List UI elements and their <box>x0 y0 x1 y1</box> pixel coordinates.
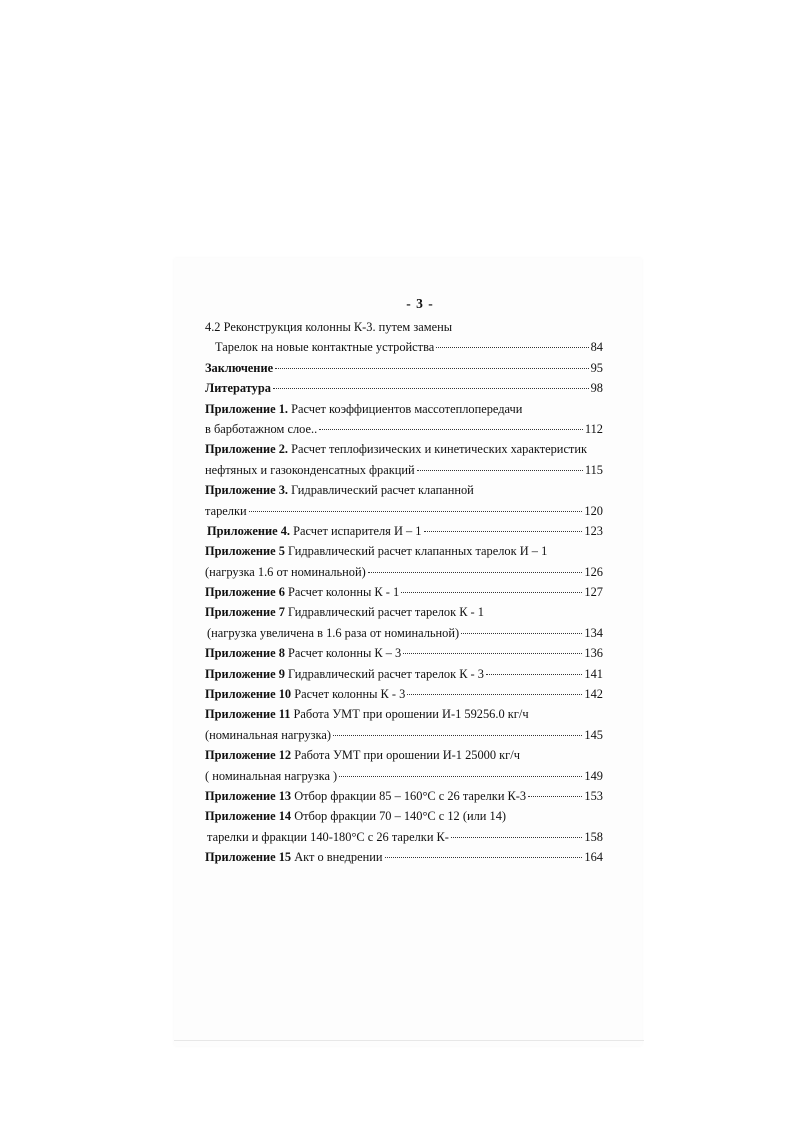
toc-entry-text <box>205 786 526 806</box>
toc-entry-title: Работа УМТ при орошении И-1 25000 кг/ч <box>291 748 520 763</box>
toc-page-number: 127 <box>584 585 603 600</box>
toc-entry-title: Гидравлический расчет тарелок К - 1 <box>284 605 484 620</box>
toc-page-number: 145 <box>584 727 603 742</box>
toc-entry-text <box>205 725 331 745</box>
dot-leader <box>339 763 582 776</box>
toc-entry <box>205 460 603 480</box>
toc-entry-heading: Приложение 2. <box>205 442 288 457</box>
toc-page-number: 158 <box>584 829 603 844</box>
toc-entry-text <box>205 378 271 398</box>
toc-page-number: 126 <box>584 564 603 579</box>
dot-leader <box>528 784 582 797</box>
toc-entry-heading: Приложение 4. <box>207 523 290 538</box>
toc-entry <box>205 684 603 704</box>
toc-entry <box>205 419 603 439</box>
toc-entry-heading: Приложение 5 <box>205 544 285 559</box>
toc-entry-title: (нагрузка увеличена в 1.6 раза от номинальной) <box>207 625 460 640</box>
toc-entry-heading: Приложение 14 <box>205 809 292 824</box>
dot-leader <box>273 376 589 389</box>
toc-entry-text <box>207 521 422 541</box>
toc-entry-heading: Литература <box>205 381 271 396</box>
toc-entry-heading: Приложение 3. <box>205 483 288 498</box>
toc-entry <box>205 378 603 398</box>
table-of-contents <box>205 317 603 868</box>
dot-leader <box>333 722 582 735</box>
toc-entry-text <box>205 317 452 337</box>
dot-leader <box>461 620 582 633</box>
toc-page-number: 120 <box>584 503 603 518</box>
toc-page-number: 98 <box>590 381 603 396</box>
toc-entry-text <box>205 501 247 521</box>
toc-entry-title: Акт о внедрении <box>291 850 383 865</box>
dot-leader <box>403 641 582 654</box>
dot-leader <box>385 845 583 858</box>
toc-entry-title: тарелки и фракции 140-180°С с 26 тарелки К- <box>207 829 449 844</box>
dot-leader <box>275 355 589 368</box>
toc-entry <box>205 521 603 541</box>
toc-page-number: 95 <box>590 360 603 375</box>
toc-entry-title: Гидравлический расчет тарелок К - 3 <box>284 666 484 681</box>
toc-entry-title: Отбор фракции 70 – 140°С с 12 (или 14) <box>291 809 507 824</box>
dot-leader <box>436 335 588 348</box>
toc-entry-heading: Приложение 7 <box>205 605 285 620</box>
toc-entry-title: Расчет коэффициентов массотеплопередачи <box>288 401 523 416</box>
dot-leader <box>249 498 583 511</box>
toc-entry-title: ( номинальная нагрузка ) <box>205 768 338 783</box>
toc-entry <box>205 725 603 745</box>
toc-entry <box>205 786 603 806</box>
dot-leader <box>401 580 582 593</box>
toc-page-number: 153 <box>584 788 603 803</box>
toc-entry-title: Расчет колонны К - 3 <box>291 687 406 702</box>
toc-entry-text <box>205 582 399 602</box>
toc-page-number: 115 <box>584 462 603 477</box>
toc-entry-heading: Приложение 1. <box>205 401 288 416</box>
toc-page-number: 142 <box>584 687 603 702</box>
toc-entry-text <box>205 358 273 378</box>
toc-entry-text <box>205 684 405 704</box>
toc-entry-heading: Приложение 9 <box>205 666 285 681</box>
dot-leader <box>451 824 582 837</box>
toc-entry-heading: Приложение 12 <box>205 748 292 763</box>
toc-entry-text <box>205 766 337 786</box>
toc-entry-text <box>205 460 415 480</box>
toc-entry-title: Тарелок на новые контактные устройства <box>215 340 435 355</box>
dot-leader <box>319 417 583 430</box>
dot-leader <box>486 661 582 674</box>
toc-entry-title: Гидравлический расчет клапанных тарелок И – 1 <box>284 544 548 559</box>
toc-page-number: 164 <box>584 850 603 865</box>
toc-entry-title: (нагрузка 1.6 от номинальной) <box>205 564 366 579</box>
toc-page-number: 112 <box>584 421 603 436</box>
toc-entry-text <box>205 847 383 867</box>
dot-leader <box>407 682 582 695</box>
toc-entry-heading: Приложение 8 <box>205 646 285 661</box>
toc-entry-title: Расчет теплофизических и кинетических характеристик <box>288 442 588 457</box>
toc-entry <box>205 847 603 867</box>
toc-entry-title: Расчет колонны К - 1 <box>284 585 400 600</box>
toc-entry-heading: Приложение 10 <box>205 687 292 702</box>
toc-page-number: 136 <box>584 646 603 661</box>
toc-page-number: 84 <box>590 340 603 355</box>
toc-entry-title: тарелки <box>205 503 247 518</box>
page-number: - 3 - <box>406 296 434 311</box>
dot-leader <box>368 559 583 572</box>
toc-entry <box>205 582 603 602</box>
toc-entry-heading: Приложение 13 <box>205 788 292 803</box>
toc-entry-text <box>205 602 484 622</box>
toc-entry-title: Работа УМТ при орошении И-1 59256.0 кг/ч <box>290 707 529 722</box>
toc-entry-heading: Приложение 11 <box>205 707 291 722</box>
toc-entry-title: в барботажном слое.. <box>205 421 318 436</box>
toc-entry-title: Отбор фракции 85 – 160°С с 26 тарелки К-3 <box>291 788 527 803</box>
toc-entry-text <box>205 643 401 663</box>
toc-page-number: 134 <box>584 625 603 640</box>
toc-entry-title: Расчет колонны К – 3 <box>284 646 402 661</box>
toc-page-number: 141 <box>584 666 603 681</box>
toc-entry-text <box>205 562 366 582</box>
toc-entry-title: Гидравлический расчет клапанной <box>288 483 474 498</box>
toc-entry-heading: Заключение <box>205 360 274 375</box>
toc-entry-title: нефтяных и газоконденсатных фракций <box>205 462 415 477</box>
toc-entry-title: (номинальная нагрузка) <box>205 727 331 742</box>
toc-entry-heading: Приложение 6 <box>205 585 285 600</box>
toc-entry-title: 4.2 Реконструкция колонны К-3. путем замены <box>205 320 453 334</box>
dot-leader <box>417 457 583 470</box>
toc-page-number: 123 <box>584 523 603 538</box>
scan-edge-line <box>174 1040 644 1041</box>
toc-entry-title: Расчет испарителя И – 1 <box>290 523 422 538</box>
toc-entry-heading: Приложение 15 <box>205 850 292 865</box>
toc-entry-text <box>205 419 317 439</box>
toc-page-number: 149 <box>584 768 603 783</box>
dot-leader <box>424 519 583 532</box>
